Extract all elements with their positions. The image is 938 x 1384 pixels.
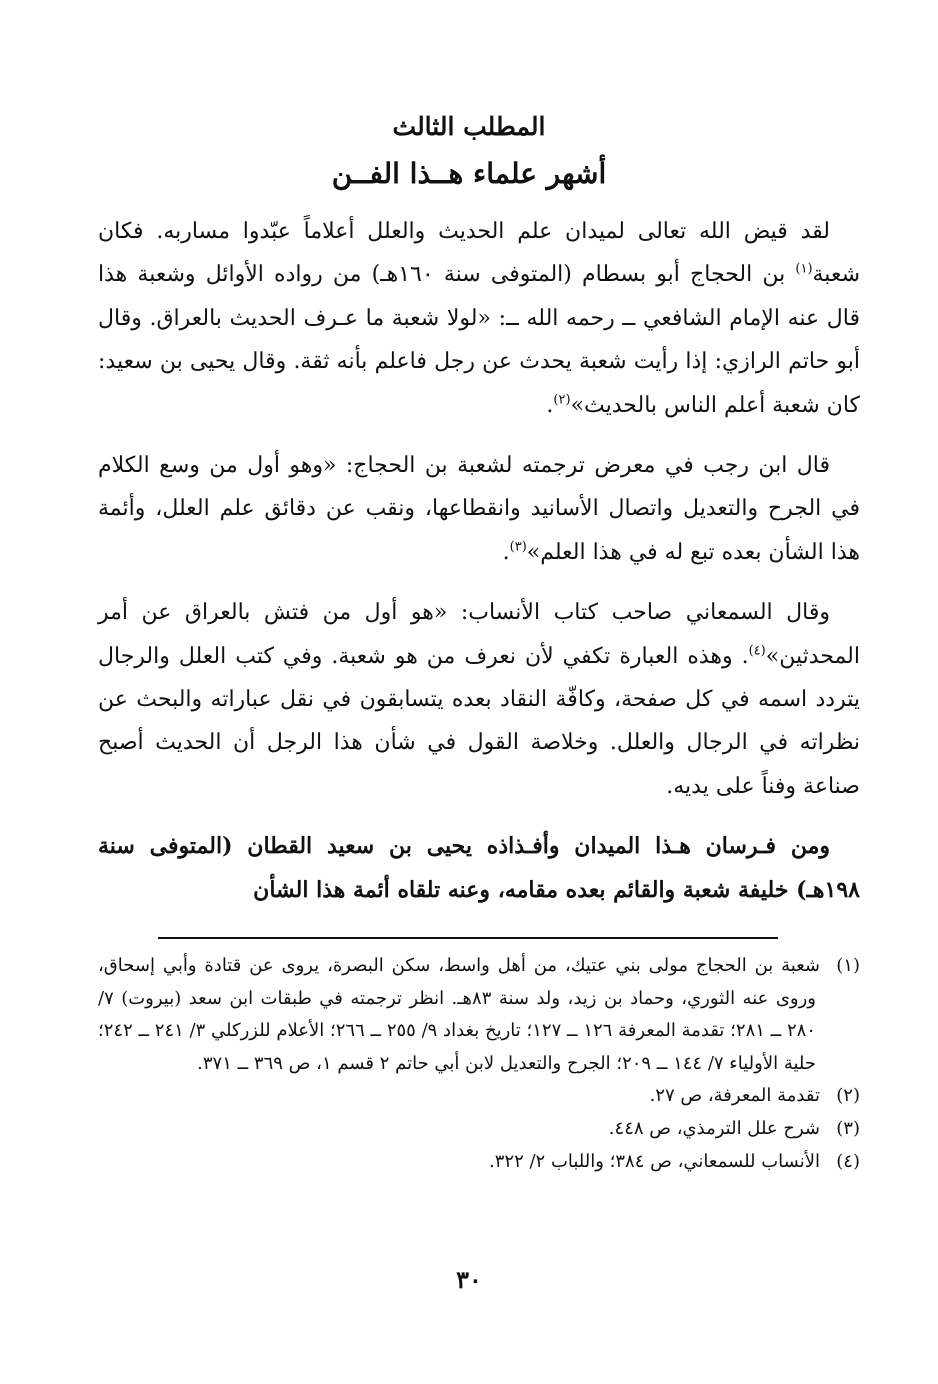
page-number: ٣٠	[456, 1265, 482, 1294]
footnote-ref-4: (٤)	[748, 643, 766, 659]
footnote-ref-3: (٣)	[509, 539, 527, 555]
paragraph-text: ومن فـرسان هـذا الميدان وأفـذاذه يحيى بن سعيد القطان (المتوفى سنة ١٩٨هـ) خليفة شعبة والقائم بعده مقامه، وعنه تلقاه أئمة هذا الشأن	[98, 833, 860, 903]
footnote-number: (٤)	[836, 1150, 860, 1172]
footnote-number: (٢)	[836, 1085, 860, 1107]
footnote-3	[98, 1113, 860, 1146]
footnote-text: الأنساب للسمعاني، ص ٣٨٤؛ واللباب ٢/ ٣٢٢.	[489, 1150, 820, 1172]
paragraph-text: قال ابن رجب في معرض ترجمته لشعبة بن الحجاج: «وهو أول من وسع الكلام في الجرح والتعديل واتصال الأسانيد وانقطاعها، ونقب عن دقائق علم العلل، وأئمة هذا الشأن بعده تبع له في هذا العلم»	[98, 453, 860, 565]
footnote-number: (١)	[836, 955, 860, 976]
paragraph-3	[98, 591, 860, 808]
footnote-divider	[158, 937, 778, 939]
footnote-number: (٣)	[836, 1117, 860, 1139]
paragraph-text: .	[502, 539, 510, 565]
paragraph-text: وقال السمعاني صاحب كتاب الأنساب: «هو أول من فتش بالعراق عن أمر المحدثين»	[98, 600, 860, 669]
footnotes	[98, 950, 860, 1178]
body-text	[98, 210, 860, 912]
section-heading: المطلب الثالث	[392, 112, 546, 141]
footnote-text: شرح علل الترمذي، ص ٤٤٨.	[608, 1117, 820, 1139]
footnote-text: شعبة بن الحجاج مولى بني عتيك، من أهل واسط، سكن البصرة، يروى عن قتادة وأبي إسحاق، وروى عنه الثوري، وحماد بن زيد، ولد سنة ٨٣هـ. انظر ترجمته في طبقات ابن سعد (بيروت) ٧/ ٢٨٠ ــ ٢٨١؛ تقدمة المعرفة ١٢٦ ــ ١٢٧؛ تاريخ بغداد ٩/ ٢٥٥ ــ ٢٦٦؛ الأعلام للزركلي ٣/ ٢٤١ ــ ٢٤٢؛ حلية الأولياء ٧/ ١٤٤ ــ ٢٠٩؛ الجرح والتعديل لابن أبي حاتم ٢ قسم ١، ص ٣٦٩ ــ ٣٧١.	[98, 955, 820, 1074]
footnote-ref-1: (١)	[795, 262, 813, 278]
footnote-2	[98, 1080, 860, 1113]
chapter-title: أشهر علماء هــذا الفــن	[331, 157, 607, 190]
paragraph-text: بن الحجاج أبو بسطام (المتوفى سنة ١٦٠هـ) من رواده الأوائل وشعبة هذا قال عنه الإمام الشافعي ــ رحمه الله ــ: «لولا شعبة ما عـرف الحديث بالعراق. وقال أبو حاتم الرازي: إذا رأيت شعبة يحدث عن رجل فاعلم بأنه ثقة. وقال يحيى بن سعيد: كان شعبة أعلم الناس بالحديث»	[98, 262, 860, 418]
paragraph-text: .	[546, 392, 554, 418]
footnote-text: تقدمة المعرفة، ص ٢٧.	[649, 1085, 820, 1107]
paragraph-text: لقد قيض الله تعالى لميدان علم الحديث والعلل أعلاماً عبّدوا مساربه. فكان شعبة	[98, 219, 860, 288]
footnote-4	[98, 1146, 860, 1179]
paragraph-text: . وهذه العبارة تكفي لأن نعرف من هو شعبة. وفي كتب العلل والرجال يتردد اسمه في كل صفحة، وكافّة النقاد بعده يتسابقون في نقل عباراته والبحث عن نظراته في الرجال والعلل. وخلاصة القول في شأن هذا الرجل أن الحديث أصبح صناعة وفناً على يديه.	[98, 643, 860, 799]
footnote-1	[98, 950, 860, 1080]
paragraph-1	[98, 210, 860, 427]
footnote-ref-2: (٢)	[553, 392, 571, 408]
paragraph-4	[98, 825, 860, 912]
paragraph-2	[98, 444, 860, 574]
